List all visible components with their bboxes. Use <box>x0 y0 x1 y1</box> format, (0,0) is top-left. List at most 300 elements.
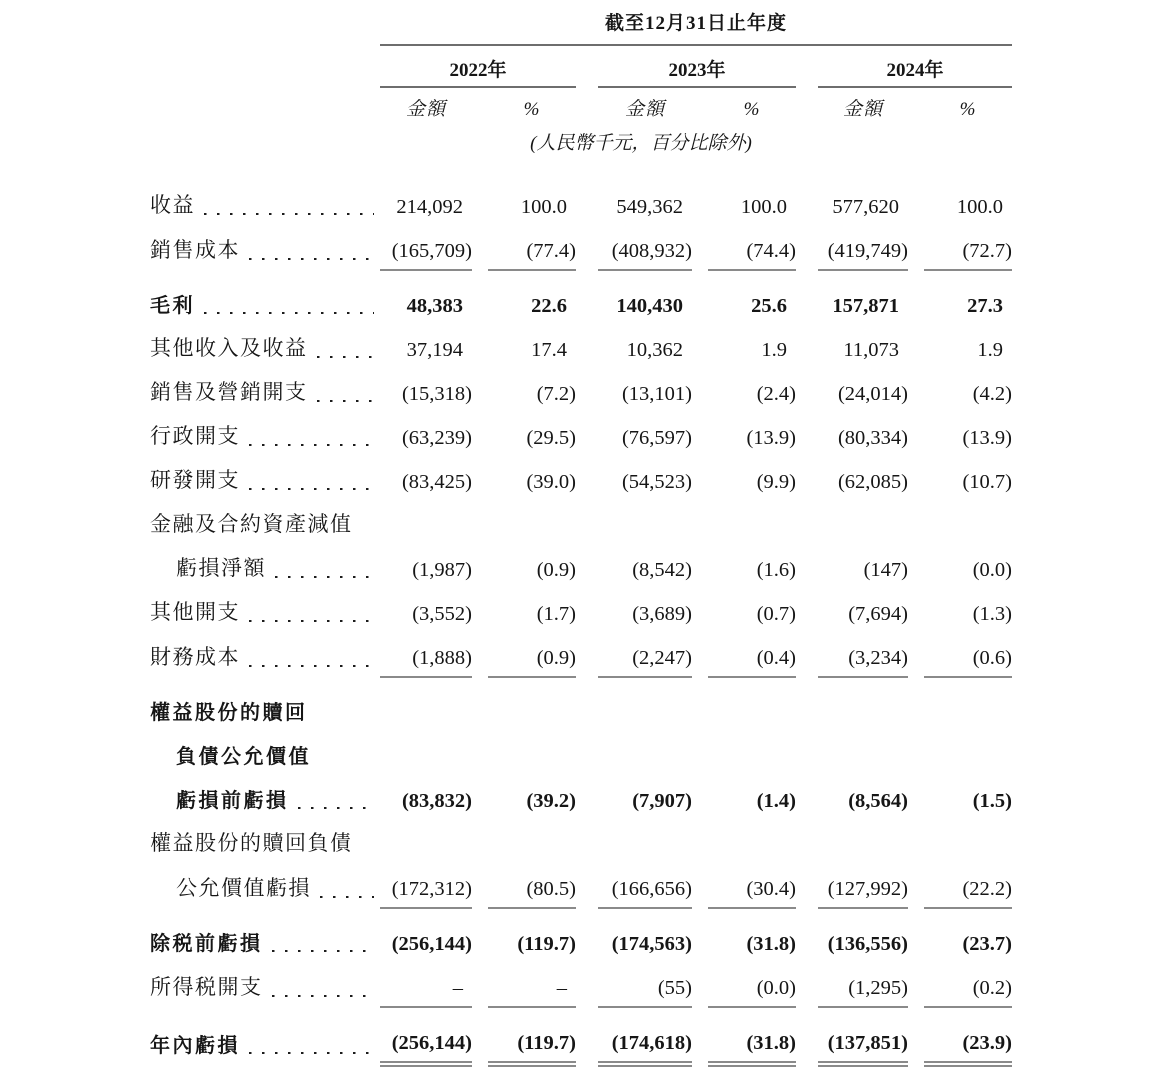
cell-value <box>818 500 908 544</box>
column-gap <box>472 962 488 1007</box>
cell-value: (7,907) <box>632 790 692 812</box>
column-gap <box>908 918 924 962</box>
column-gap <box>472 918 488 962</box>
column-gap <box>908 962 924 1007</box>
cell-value: (4.2) <box>972 383 1012 405</box>
percent-column-header: % <box>959 99 977 120</box>
cell-value: (29.5) <box>526 427 576 449</box>
cell-value: (63,239) <box>401 427 472 449</box>
cell-value: (2,247) <box>598 632 692 677</box>
column-gap <box>692 225 708 270</box>
column-gap <box>796 731 818 775</box>
cell-value: (83,425) <box>401 471 472 493</box>
row-label-text: 其他開支 <box>150 600 240 624</box>
dot-leader <box>204 312 374 314</box>
column-gap <box>908 544 924 588</box>
cell-value: (119.7) <box>517 933 576 955</box>
cell-value: (165,709) <box>380 225 472 270</box>
column-gap <box>472 225 488 270</box>
table-row <box>150 1017 1012 1064</box>
cell-value: (55) <box>598 962 692 1007</box>
cell-value: (76,597) <box>621 427 692 449</box>
row-label-text: 年內虧損 <box>150 1035 240 1057</box>
cell-value <box>488 500 576 544</box>
cell-value: (174,563) <box>611 933 692 955</box>
percent-column-header: % <box>523 99 541 120</box>
column-gap <box>908 500 924 544</box>
cell-value <box>818 819 908 863</box>
column-gap <box>692 962 708 1007</box>
header-spacer <box>150 45 380 87</box>
row-label-text: 研發開支 <box>150 468 240 492</box>
cell-value <box>598 687 692 731</box>
cell-value: (1,888) <box>380 632 472 677</box>
year-2023-header: 2023年 <box>598 45 796 87</box>
cell-value: (24,014) <box>837 383 908 405</box>
column-gap <box>472 544 488 588</box>
table-row <box>150 632 1012 677</box>
column-gap <box>692 87 708 123</box>
table-header <box>150 8 1012 181</box>
cell-value <box>818 687 908 731</box>
column-gap <box>472 280 488 324</box>
table-row <box>150 775 1012 819</box>
cell-value: (74.4) <box>708 225 796 270</box>
row-label-text: 公允價值虧損 <box>176 876 311 900</box>
cell-value: 10,362 <box>626 339 683 361</box>
header-spacer <box>150 8 380 45</box>
cell-value: (13,101) <box>621 383 692 405</box>
row-label <box>150 632 380 677</box>
row-gap <box>150 908 1012 918</box>
row-label <box>150 368 380 412</box>
row-label <box>150 181 380 225</box>
dot-leader <box>204 213 374 215</box>
amount-column-header: 金額 <box>405 99 446 120</box>
cell-value <box>598 731 692 775</box>
column-gap <box>692 280 708 324</box>
cell-value: (72.7) <box>924 225 1012 270</box>
table-body <box>150 181 1012 1064</box>
column-gap <box>576 45 598 87</box>
column-gap <box>796 962 818 1007</box>
cell-value: 100.0 <box>740 196 787 218</box>
row-gap <box>150 1007 1012 1017</box>
cell-value: (10.7) <box>962 471 1012 493</box>
period-title-row <box>150 8 1012 45</box>
header-body-gap <box>150 157 1012 181</box>
column-gap <box>692 731 708 775</box>
table-row <box>150 819 1012 863</box>
column-gap <box>908 775 924 819</box>
cell-value: (7,694) <box>848 603 908 625</box>
cell-value: (30.4) <box>708 863 796 908</box>
column-gap <box>576 632 598 677</box>
table-row <box>150 962 1012 1007</box>
spacer <box>150 157 1012 181</box>
row-label <box>150 775 380 819</box>
cell-value: (127,992) <box>818 863 908 908</box>
column-gap <box>472 324 488 368</box>
column-gap <box>692 368 708 412</box>
row-label-text: 財務成本 <box>150 645 240 669</box>
year-header-row <box>150 45 1012 87</box>
column-gap <box>576 500 598 544</box>
dot-leader <box>249 1052 374 1054</box>
column-gap <box>472 1017 488 1064</box>
column-gap <box>576 544 598 588</box>
cell-value <box>598 819 692 863</box>
table-row <box>150 588 1012 632</box>
cell-value: (54,523) <box>621 471 692 493</box>
row-label <box>150 687 380 731</box>
amount-column-header: 金額 <box>842 99 883 120</box>
column-gap <box>796 544 818 588</box>
column-gap <box>576 456 598 500</box>
dot-leader <box>249 620 374 622</box>
cell-value: (39.0) <box>526 471 576 493</box>
cell-value: (80.5) <box>488 863 576 908</box>
cell-value: (1.6) <box>756 559 796 581</box>
column-gap <box>796 918 818 962</box>
income-statement-table <box>150 8 1012 1067</box>
row-label-text: 權益股份的贖回 <box>150 702 308 724</box>
column-gap <box>472 500 488 544</box>
row-label-text: 除税前虧損 <box>150 933 263 955</box>
column-gap <box>692 324 708 368</box>
column-gap <box>908 280 924 324</box>
row-label-text: 負債公允價值 <box>176 746 311 768</box>
table-row <box>150 225 1012 270</box>
column-gap <box>796 775 818 819</box>
row-label <box>150 225 380 270</box>
row-label-text: 行政開支 <box>150 424 240 448</box>
column-gap <box>472 368 488 412</box>
year-2022-header: 2022年 <box>380 45 576 87</box>
dot-leader <box>275 576 374 578</box>
cell-value: 48,383 <box>406 295 463 317</box>
column-gap <box>472 87 488 123</box>
column-gap <box>472 731 488 775</box>
column-gap <box>908 412 924 456</box>
cell-value: 1.9 <box>761 339 787 361</box>
column-gap <box>908 181 924 225</box>
cell-value: 100.0 <box>956 196 1003 218</box>
cell-value: (1.3) <box>972 603 1012 625</box>
cell-value <box>708 731 796 775</box>
table-row <box>150 280 1012 324</box>
column-gap <box>576 412 598 456</box>
cell-value: (39.2) <box>526 790 576 812</box>
column-gap <box>796 687 818 731</box>
column-gap <box>472 588 488 632</box>
cell-value: 157,871 <box>832 295 899 317</box>
cell-value: (8,542) <box>632 559 692 581</box>
unit-note: (人民幣千元，百分比除外) <box>530 133 752 154</box>
row-label-text: 權益股份的贖回負債 <box>150 831 353 855</box>
cell-value: 11,073 <box>843 339 899 361</box>
column-gap <box>796 87 818 123</box>
table-row <box>150 368 1012 412</box>
column-gap <box>692 775 708 819</box>
row-label-text: 其他收入及收益 <box>150 336 308 360</box>
cell-value <box>818 731 908 775</box>
column-gap <box>908 368 924 412</box>
row-label <box>150 962 380 1007</box>
cell-value: 577,620 <box>832 196 899 218</box>
row-label-text: 銷售及營銷開支 <box>150 380 308 404</box>
cell-value: (15,318) <box>401 383 472 405</box>
cell-value: 37,194 <box>406 339 463 361</box>
column-gap <box>796 45 818 87</box>
cell-value <box>488 819 576 863</box>
column-gap <box>692 1017 708 1064</box>
column-gap <box>576 775 598 819</box>
dot-leader <box>249 258 374 260</box>
table-row <box>150 687 1012 731</box>
cell-value: 140,430 <box>616 295 683 317</box>
column-gap <box>692 181 708 225</box>
column-gap <box>472 687 488 731</box>
column-gap <box>472 181 488 225</box>
column-gap <box>908 1017 924 1064</box>
table-row <box>150 918 1012 962</box>
cell-value: (3,234) <box>818 632 908 677</box>
column-gap <box>692 588 708 632</box>
cell-value: 27.3 <box>967 295 1003 317</box>
cell-value <box>380 731 472 775</box>
cell-value <box>708 500 796 544</box>
cell-value: (1.4) <box>756 790 796 812</box>
document-page <box>0 8 1167 1057</box>
cell-value: – <box>380 962 472 1007</box>
cell-value: 17.4 <box>531 339 567 361</box>
column-gap <box>576 368 598 412</box>
cell-value: (31.8) <box>708 1017 796 1064</box>
column-gap <box>692 819 708 863</box>
column-gap <box>908 456 924 500</box>
row-label <box>150 918 380 962</box>
table-row <box>150 181 1012 225</box>
row-label <box>150 324 380 368</box>
dot-leader <box>298 807 375 809</box>
column-gap <box>796 412 818 456</box>
column-gap <box>908 87 924 123</box>
cell-value: (62,085) <box>837 471 908 493</box>
cell-value <box>924 687 1012 731</box>
cell-value: (2.4) <box>756 383 796 405</box>
cell-value: (3,552) <box>412 603 472 625</box>
row-label <box>150 280 380 324</box>
cell-value: (408,932) <box>598 225 692 270</box>
cell-value: (23.9) <box>924 1017 1012 1064</box>
cell-value: 549,362 <box>616 196 683 218</box>
dot-leader <box>272 995 375 997</box>
column-gap <box>796 500 818 544</box>
table-row <box>150 544 1012 588</box>
column-gap <box>796 819 818 863</box>
column-gap <box>796 1017 818 1064</box>
column-gap <box>692 632 708 677</box>
column-gap <box>692 687 708 731</box>
row-label-text: 虧損前虧損 <box>176 790 289 812</box>
table-row <box>150 324 1012 368</box>
row-gap <box>150 677 1012 687</box>
column-gap <box>692 456 708 500</box>
column-gap <box>796 280 818 324</box>
column-gap <box>576 962 598 1007</box>
cell-value: (80,334) <box>837 427 908 449</box>
column-gap <box>576 181 598 225</box>
dot-leader <box>320 896 374 898</box>
column-gap <box>692 863 708 908</box>
column-gap <box>692 544 708 588</box>
column-gap <box>576 863 598 908</box>
cell-value: (166,656) <box>598 863 692 908</box>
column-gap <box>472 863 488 908</box>
cell-value: (83,832) <box>401 790 472 812</box>
cell-value: 25.6 <box>751 295 787 317</box>
column-gap <box>692 412 708 456</box>
cell-value: (0.9) <box>536 559 576 581</box>
cell-value <box>924 500 1012 544</box>
cell-value: (13.9) <box>746 427 796 449</box>
column-header-row <box>150 87 1012 123</box>
cell-value: (77.4) <box>488 225 576 270</box>
cell-value: (9.9) <box>756 471 796 493</box>
dot-leader <box>317 400 375 402</box>
cell-value <box>924 731 1012 775</box>
cell-value: (1,987) <box>412 559 472 581</box>
cell-value: (22.2) <box>924 863 1012 908</box>
column-gap <box>908 588 924 632</box>
row-label-text: 所得税開支 <box>150 975 263 999</box>
cell-value <box>598 500 692 544</box>
table-row <box>150 863 1012 908</box>
cell-value <box>924 819 1012 863</box>
column-gap <box>576 918 598 962</box>
column-gap <box>796 588 818 632</box>
table-row <box>150 731 1012 775</box>
cell-value: (23.7) <box>962 933 1012 955</box>
column-gap <box>796 456 818 500</box>
dot-leader <box>249 665 374 667</box>
cell-value: 1.9 <box>977 339 1003 361</box>
cell-value: (0.7) <box>756 603 796 625</box>
cell-value: 100.0 <box>520 196 567 218</box>
column-gap <box>796 632 818 677</box>
column-gap <box>576 731 598 775</box>
cell-value: (174,618) <box>598 1017 692 1064</box>
cell-value: 22.6 <box>531 295 567 317</box>
cell-value: (13.9) <box>962 427 1012 449</box>
cell-value <box>708 687 796 731</box>
cell-value: (0.4) <box>708 632 796 677</box>
row-label-text: 金融及合約資產減值 <box>150 512 353 536</box>
row-label <box>150 863 380 908</box>
column-gap <box>576 687 598 731</box>
dot-leader <box>249 444 374 446</box>
header-spacer <box>150 87 380 123</box>
amount-column-header: 金額 <box>624 99 665 120</box>
header-spacer <box>150 123 380 157</box>
cell-value: (0.9) <box>488 632 576 677</box>
dot-leader <box>249 488 374 490</box>
cell-value <box>380 819 472 863</box>
cell-value: (119.7) <box>488 1017 576 1064</box>
column-gap <box>576 1017 598 1064</box>
cell-value: – <box>488 962 576 1007</box>
cell-value <box>488 687 576 731</box>
row-label-text: 收益 <box>150 193 195 217</box>
row-label <box>150 500 380 544</box>
column-gap <box>908 324 924 368</box>
row-label <box>150 588 380 632</box>
table-row <box>150 456 1012 500</box>
cell-value: (3,689) <box>632 603 692 625</box>
column-gap <box>472 412 488 456</box>
period-title: 截至12月31日止年度 <box>380 8 1012 45</box>
cell-value: (1.7) <box>536 603 576 625</box>
column-gap <box>576 819 598 863</box>
row-label-text: 虧損淨額 <box>176 556 266 580</box>
cell-value: (136,556) <box>827 933 908 955</box>
cell-value: (0.0) <box>972 559 1012 581</box>
cell-value: (0.2) <box>924 962 1012 1007</box>
column-gap <box>692 918 708 962</box>
row-label <box>150 731 380 775</box>
cell-value <box>708 819 796 863</box>
column-gap <box>796 225 818 270</box>
row-label <box>150 544 380 588</box>
table-row <box>150 500 1012 544</box>
cell-value: (256,144) <box>380 1017 472 1064</box>
cell-value: 214,092 <box>396 196 463 218</box>
column-gap <box>472 775 488 819</box>
cell-value: (31.8) <box>746 933 796 955</box>
column-gap <box>908 225 924 270</box>
unit-note-row <box>150 123 1012 157</box>
column-gap <box>576 225 598 270</box>
row-label <box>150 412 380 456</box>
cell-value <box>380 500 472 544</box>
column-gap <box>472 456 488 500</box>
row-label <box>150 819 380 863</box>
cell-value: (147) <box>863 559 908 581</box>
column-gap <box>796 368 818 412</box>
percent-column-header: % <box>743 99 761 120</box>
column-gap <box>576 87 598 123</box>
column-gap <box>576 280 598 324</box>
cell-value: (137,851) <box>818 1017 908 1064</box>
cell-value: (419,749) <box>818 225 908 270</box>
row-label <box>150 456 380 500</box>
row-label <box>150 1017 380 1064</box>
dot-leader <box>317 356 375 358</box>
column-gap <box>796 181 818 225</box>
column-gap <box>576 324 598 368</box>
cell-value: (256,144) <box>391 933 472 955</box>
row-gap <box>150 270 1012 280</box>
cell-value: (8,564) <box>848 790 908 812</box>
column-gap <box>796 324 818 368</box>
column-gap <box>908 632 924 677</box>
dot-leader <box>272 950 375 952</box>
cell-value: (1,295) <box>818 962 908 1007</box>
column-gap <box>908 863 924 908</box>
table-row <box>150 412 1012 456</box>
cell-value: (1.5) <box>972 790 1012 812</box>
